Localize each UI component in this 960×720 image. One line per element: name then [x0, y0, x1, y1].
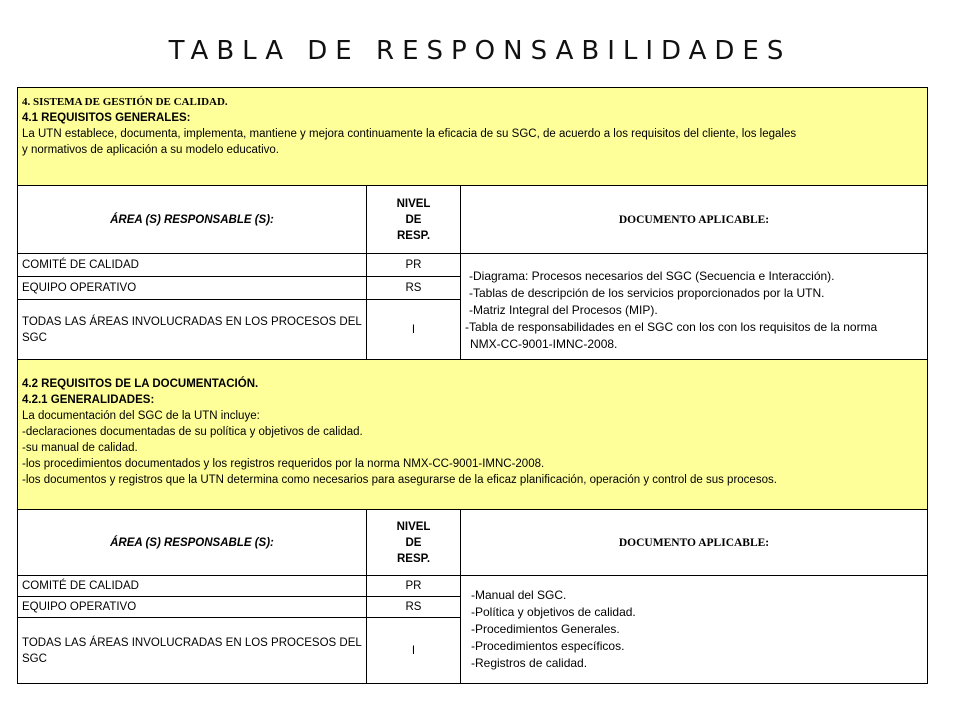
nivel-header-line: NIVEL: [396, 520, 431, 533]
nivel-cell: RS: [367, 597, 461, 618]
nivel-cell: PR: [367, 576, 461, 597]
document-item: -Diagrama: Procesos necesarios del SGC (Secuencia e Interacción).: [469, 269, 835, 283]
section-description-cell: [18, 360, 928, 510]
documents-cell: [461, 576, 928, 684]
table-header-row: [18, 510, 928, 576]
document-item: -Procedimientos Generales.: [471, 622, 620, 636]
area-cell: COMITÉ DE CALIDAD: [18, 576, 367, 597]
document-header: DOCUMENTO APLICABLE:: [461, 186, 928, 254]
table-row: [18, 576, 928, 597]
area-header: ÁREA (S) RESPONSABLE (S):: [18, 186, 367, 254]
area-header: ÁREA (S) RESPONSABLE (S):: [18, 510, 367, 576]
nivel-cell: I: [367, 300, 461, 360]
nivel-header: [367, 186, 461, 254]
document-item: -Tabla de responsabilidades en el SGC con los con los requisitos de la norma: [465, 320, 878, 334]
section-body-line: -los documentos y registros que la UTN determina como necesarios para asegurarse de la eficaz planificación, operación y control de sus procesos.: [22, 474, 777, 486]
nivel-header-line: NIVEL: [396, 197, 431, 210]
area-cell: TODAS LAS ÁREAS INVOLUCRADAS EN LOS PROCESOS DEL SGC: [18, 618, 367, 684]
section-4-1-description: [18, 88, 928, 186]
section-body-line: y normativos de aplicación a su modelo educativo.: [22, 144, 279, 156]
nivel-cell: I: [367, 618, 461, 684]
section-description-cell: [18, 88, 928, 186]
document-item: -Política y objetivos de calidad.: [471, 605, 636, 619]
section-body-line: La UTN establece, documenta, implementa, mantiene y mejora continuamente la eficacia de su SGC, de acuerdo a los requisitos del cliente, los legales: [22, 128, 797, 140]
section-heading: 4.2 REQUISITOS DE LA DOCUMENTACIÓN.: [22, 378, 259, 390]
documents-cell: [461, 254, 928, 360]
document-item: -Registros de calidad.: [471, 656, 588, 670]
nivel-header-line: RESP.: [396, 552, 431, 565]
area-cell: EQUIPO OPERATIVO: [18, 277, 367, 300]
section-body-line: -su manual de calidad.: [22, 442, 138, 454]
section-body-line: -declaraciones documentadas de su política y objetivos de calidad.: [22, 426, 363, 438]
document-item: NMX-CC-9001-IMNC-2008.: [470, 337, 618, 351]
table-header-row: [18, 186, 928, 254]
page-title: TABLA DE RESPONSABILIDADES: [168, 36, 792, 66]
section-body-line: La documentación del SGC de la UTN incluye:: [22, 410, 260, 422]
nivel-header-line: RESP.: [396, 229, 431, 242]
nivel-cell: PR: [367, 254, 461, 277]
document-item: -Procedimientos específicos.: [471, 639, 625, 653]
section-subheading: 4.2.1 GENERALIDADES:: [22, 394, 155, 406]
responsibility-table: [17, 87, 928, 684]
nivel-header-line: DE: [405, 213, 422, 226]
nivel-header-line: DE: [405, 536, 422, 549]
section-subheading: 4.1 REQUISITOS GENERALES:: [22, 112, 191, 124]
nivel-cell: RS: [367, 277, 461, 300]
document-header: DOCUMENTO APLICABLE:: [461, 510, 928, 576]
section-body-line: -los procedimientos documentados y los registros requeridos por la norma NMX-CC-9001-IMNC-2008.: [22, 458, 545, 470]
area-cell: COMITÉ DE CALIDAD: [18, 254, 367, 277]
section-4-2-description: [18, 360, 928, 510]
nivel-header: [367, 510, 461, 576]
table-row: [18, 254, 928, 277]
area-cell: EQUIPO OPERATIVO: [18, 597, 367, 618]
document-item: -Matriz Integral del Procesos (MIP).: [469, 303, 658, 317]
section-heading: 4. SISTEMA DE GESTIÓN DE CALIDAD.: [22, 96, 228, 108]
document-item: -Manual del SGC.: [471, 588, 567, 602]
area-cell: TODAS LAS ÁREAS INVOLUCRADAS EN LOS PROCESOS DEL SGC: [18, 300, 367, 360]
document-item: -Tablas de descripción de los servicios proporcionados por la UTN.: [469, 286, 825, 300]
